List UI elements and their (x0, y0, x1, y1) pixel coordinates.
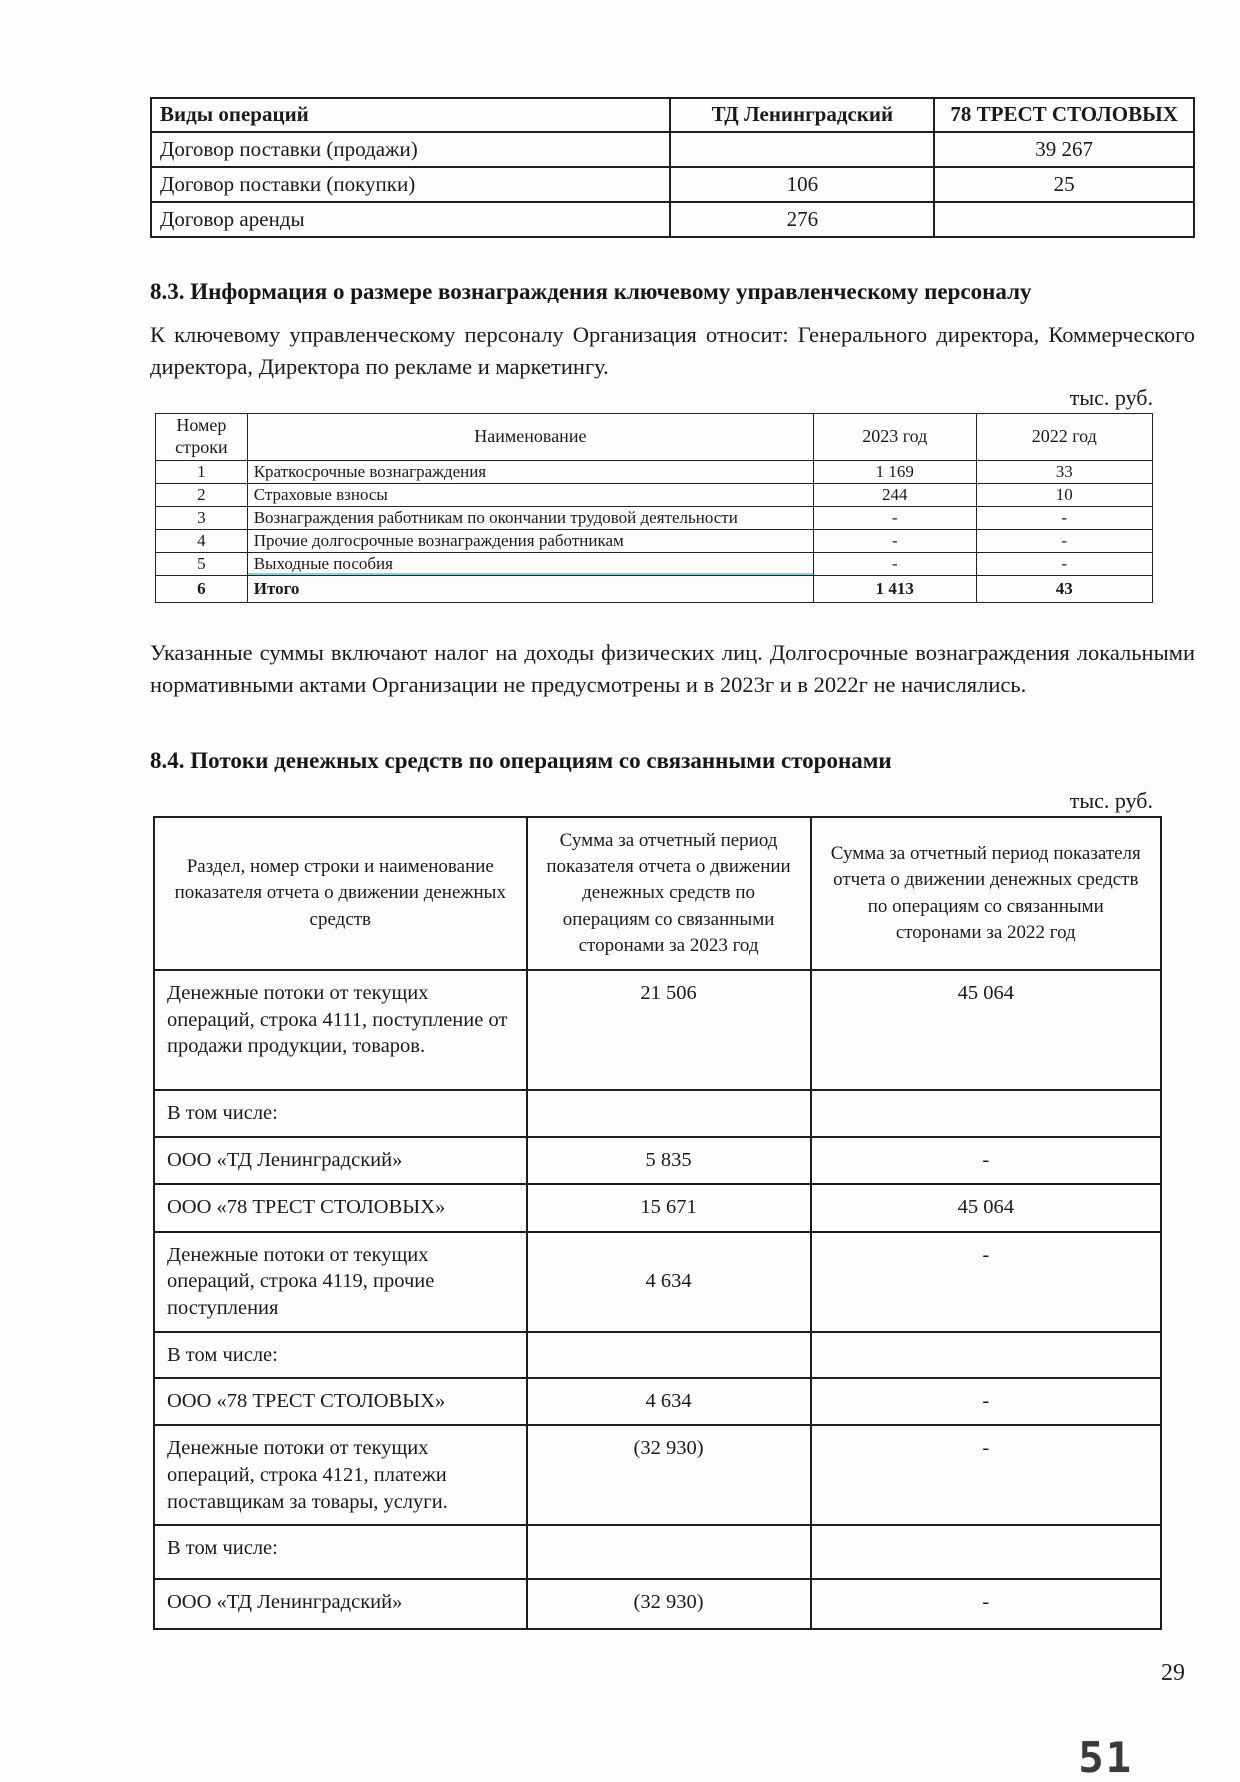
value-cell: - (811, 1137, 1161, 1184)
row-label-cell: ООО «78 ТРЕСТ СТОЛОВЫХ» (154, 1184, 527, 1232)
value-cell: 244 (814, 484, 977, 507)
row-label-cell: Договор поставки (покупки) (151, 167, 670, 202)
units-label: тыс. руб. (1069, 787, 1153, 813)
value-cell: - (814, 553, 977, 576)
row-label-cell: Прочие долгосрочные вознаграждения работникам (247, 530, 813, 553)
value-cell: 25 (934, 167, 1194, 202)
table-total-row (156, 576, 1153, 603)
row-number-cell: 4 (156, 530, 248, 553)
row-label-cell: Итого (247, 576, 813, 603)
table-row (151, 132, 1194, 167)
value-cell: 1 413 (814, 576, 977, 603)
value-cell: - (811, 1232, 1161, 1332)
value-cell: - (976, 530, 1152, 553)
value-cell (527, 1090, 811, 1137)
value-cell: - (811, 1378, 1161, 1425)
row-label-cell: В том числе: (154, 1090, 527, 1137)
row-label-cell: Договор аренды (151, 202, 670, 237)
value-cell: - (814, 507, 977, 530)
value-cell: 33 (976, 461, 1152, 484)
table-row (154, 1332, 1161, 1379)
value-cell (811, 1332, 1161, 1379)
value-cell: 10 (976, 484, 1152, 507)
value-cell: 4 634 (527, 1378, 811, 1425)
section-8-4-heading: 8.4. Потоки денежных средств по операциям со связанными сторонами (150, 747, 892, 773)
value-cell: 4 634 (527, 1232, 811, 1332)
row-label-cell: ООО «78 ТРЕСТ СТОЛОВЫХ» (154, 1378, 527, 1425)
contracts-table (150, 97, 1195, 238)
table-header-row (156, 414, 1153, 461)
value-cell: 39 267 (934, 132, 1194, 167)
value-cell: 21 506 (527, 970, 811, 1090)
units-label: тыс. руб. (1069, 384, 1153, 410)
table-row (154, 1525, 1161, 1579)
header-cell-row-number: Номер строки (156, 414, 248, 461)
table-row (156, 507, 1153, 530)
header-cell-operation-types: Виды операций (151, 98, 670, 132)
table-row (151, 202, 1194, 237)
row-number-cell: 5 (156, 553, 248, 576)
table-header-row (154, 817, 1161, 970)
table-row (154, 1232, 1161, 1332)
value-cell: 15 671 (527, 1184, 811, 1232)
table-row (154, 1184, 1161, 1232)
header-cell-2023-amount: Сумма за отчетный период показателя отчета о движении денежных средств по операциям со связанными сторонами за 2023 год (527, 817, 811, 970)
section-8-3-heading: 8.3. Информация о размере вознаграждения ключевому управленческому персоналу (150, 279, 1032, 304)
header-cell-2023: 2023 год (814, 414, 977, 461)
value-cell: 5 835 (527, 1137, 811, 1184)
row-label-cell: Денежные потоки от текущих операций, строка 4121, платежи поставщикам за товары, услуги. (154, 1425, 527, 1525)
value-cell: (32 930) (527, 1425, 811, 1525)
cashflow-table (153, 816, 1162, 1630)
table-row (154, 1378, 1161, 1425)
header-cell-2022: 2022 год (976, 414, 1152, 461)
value-cell (670, 132, 934, 167)
value-cell (811, 1525, 1161, 1579)
notes-paragraph: Указанные суммы включают налог на доходы физических лиц. Долгосрочные вознаграждения локальными нормативными актами Организации не предусмотрены и в 2023г и в 2022г не начислялись. (150, 640, 1195, 697)
value-cell (527, 1525, 811, 1579)
row-label-cell: ООО «ТД Ленинградский» (154, 1137, 527, 1184)
row-label-cell: В том числе: (154, 1332, 527, 1379)
value-cell: 106 (670, 167, 934, 202)
header-cell-78-trest: 78 ТРЕСТ СТОЛОВЫХ (934, 98, 1194, 132)
value-cell: - (976, 553, 1152, 576)
table-row (156, 530, 1153, 553)
row-label-cell: Вознаграждения работникам по окончании трудовой деятельности (247, 507, 813, 530)
page-number: 29 (1161, 1660, 1185, 1687)
row-number-cell: 2 (156, 484, 248, 507)
row-label-cell: ООО «ТД Ленинградский» (154, 1579, 527, 1629)
header-cell-2022-amount: Сумма за отчетный период показателя отчета о движении денежных средств по операциям со связанными сторонами за 2022 год (811, 817, 1161, 970)
table-row (154, 1579, 1161, 1629)
header-cell-td-leningradsky: ТД Ленинградский (670, 98, 934, 132)
document-page (150, 97, 1195, 1782)
value-cell: (32 930) (527, 1579, 811, 1629)
value-cell: - (814, 530, 977, 553)
table-row (154, 1425, 1161, 1525)
table-header-row (151, 98, 1194, 132)
stamp-page-number: 51 (1078, 1733, 1133, 1782)
value-cell (934, 202, 1194, 237)
row-label-cell: В том числе: (154, 1525, 527, 1579)
row-number-cell: 6 (156, 576, 248, 603)
row-label-cell: Денежные потоки от текущих операций, строка 4111, поступление от продажи продукции, товаров. (154, 970, 527, 1090)
row-number-cell: 1 (156, 461, 248, 484)
value-cell: - (811, 1425, 1161, 1525)
header-cell-indicator: Раздел, номер строки и наименование показателя отчета о движении денежных средств (154, 817, 527, 970)
row-label-cell: Страховые взносы (247, 484, 813, 507)
table-row (154, 970, 1161, 1090)
remuneration-table (155, 413, 1153, 603)
value-cell: - (811, 1579, 1161, 1629)
table-row (151, 167, 1194, 202)
value-cell: 45 064 (811, 1184, 1161, 1232)
section-8-3-paragraph: К ключевому управленческому персоналу Организация относит: Генерального директора, Коммерческого директора, Директора по рекламе и маркетингу. (150, 321, 1195, 379)
table-row (156, 484, 1153, 507)
table-row (154, 1090, 1161, 1137)
value-cell: 276 (670, 202, 934, 237)
value-cell (811, 1090, 1161, 1137)
table-row (156, 461, 1153, 484)
row-label-cell: Договор поставки (продажи) (151, 132, 670, 167)
value-cell: 45 064 (811, 970, 1161, 1090)
row-label-cell: Денежные потоки от текущих операций, строка 4119, прочие поступления (154, 1232, 527, 1332)
table-row (154, 1137, 1161, 1184)
value-cell: 1 169 (814, 461, 977, 484)
header-cell-name: Наименование (247, 414, 813, 461)
value-cell: 43 (976, 576, 1152, 603)
table-row (156, 553, 1153, 576)
value-cell (527, 1332, 811, 1379)
row-label-cell: Выходные пособия (247, 553, 813, 576)
row-label-cell: Краткосрочные вознаграждения (247, 461, 813, 484)
value-cell: - (976, 507, 1152, 530)
row-number-cell: 3 (156, 507, 248, 530)
